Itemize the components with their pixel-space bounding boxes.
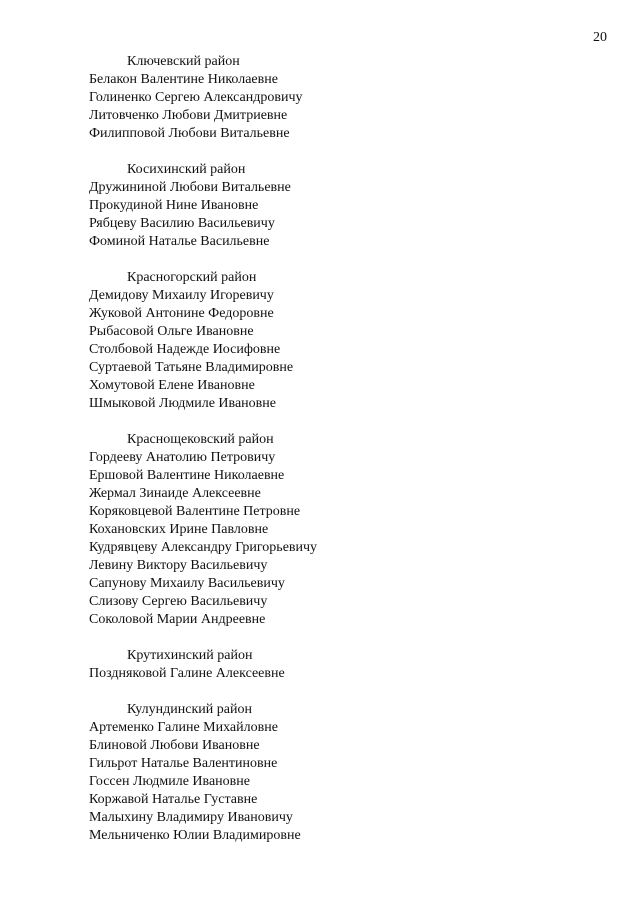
person-name: Рябцеву Василию Васильевичу	[89, 216, 275, 231]
person-name: Шмыковой Людмиле Ивановне	[89, 396, 276, 411]
person-name: Суртаевой Татьяне Владимировне	[89, 360, 294, 375]
person-name: Столбовой Надежде Иосифовне	[89, 342, 281, 357]
person-name: Блиновой Любови Ивановне	[89, 738, 260, 753]
person-name: Сапунову Михаилу Васильевичу	[89, 576, 285, 591]
district-section	[89, 161, 609, 251]
district-section	[89, 53, 609, 143]
person-name: Кудрявцеву Александру Григорьевичу	[89, 540, 318, 555]
person-name: Белакон Валентине Николаевне	[89, 72, 278, 87]
person-name: Коряковцевой Валентине Петровне	[89, 504, 301, 519]
person-name: Жуковой Антонине Федоровне	[89, 306, 274, 321]
district-title: Красногорский район	[127, 270, 257, 285]
person-name: Рыбасовой Ольге Ивановне	[89, 324, 254, 339]
person-name: Филипповой Любови Витальевне	[89, 126, 290, 141]
person-name: Малыхину Владимиру Ивановичу	[89, 810, 293, 825]
district-title: Косихинский район	[127, 162, 246, 177]
person-name: Прокудиной Нине Ивановне	[89, 198, 259, 213]
district-section	[89, 647, 609, 683]
person-name: Артеменко Галине Михайловне	[89, 720, 278, 735]
person-name: Дружининой Любови Витальевне	[89, 180, 291, 195]
person-name: Слизову Сергею Васильевичу	[89, 594, 268, 609]
person-name: Литовченко Любови Дмитриевне	[89, 108, 288, 123]
person-name: Хомутовой Елене Ивановне	[89, 378, 255, 393]
person-name: Поздняковой Галине Алексеевне	[89, 666, 285, 681]
district-title: Кулундинский район	[127, 702, 252, 717]
person-name: Левину Виктору Васильевичу	[89, 558, 268, 573]
person-name: Гордееву Анатолию Петровичу	[89, 450, 276, 465]
district-title: Ключевский район	[127, 54, 240, 69]
person-name: Кохановских Ирине Павловне	[89, 522, 269, 537]
district-title: Краснощековский район	[127, 432, 274, 447]
person-name: Жермал Зинаиде Алексеевне	[89, 486, 261, 501]
person-name: Коржавой Наталье Густавне	[89, 792, 258, 807]
person-name: Демидову Михаилу Игоревичу	[89, 288, 274, 303]
award-list	[89, 53, 609, 863]
district-section	[89, 269, 609, 413]
district-section	[89, 701, 609, 845]
person-name: Фоминой Наталье Васильевне	[89, 234, 270, 249]
district-section	[89, 431, 609, 629]
person-name: Госсен Людмиле Ивановне	[89, 774, 250, 789]
person-name: Гильрот Наталье Валентиновне	[89, 756, 278, 771]
person-name: Ершовой Валентине Николаевне	[89, 468, 285, 483]
district-title: Крутихинский район	[127, 648, 253, 663]
page-number: 20	[593, 30, 607, 45]
person-name: Голиненко Сергею Александровичу	[89, 90, 303, 105]
person-name: Соколовой Марии Андреевне	[89, 612, 266, 627]
person-name: Мельниченко Юлии Владимировне	[89, 828, 301, 843]
